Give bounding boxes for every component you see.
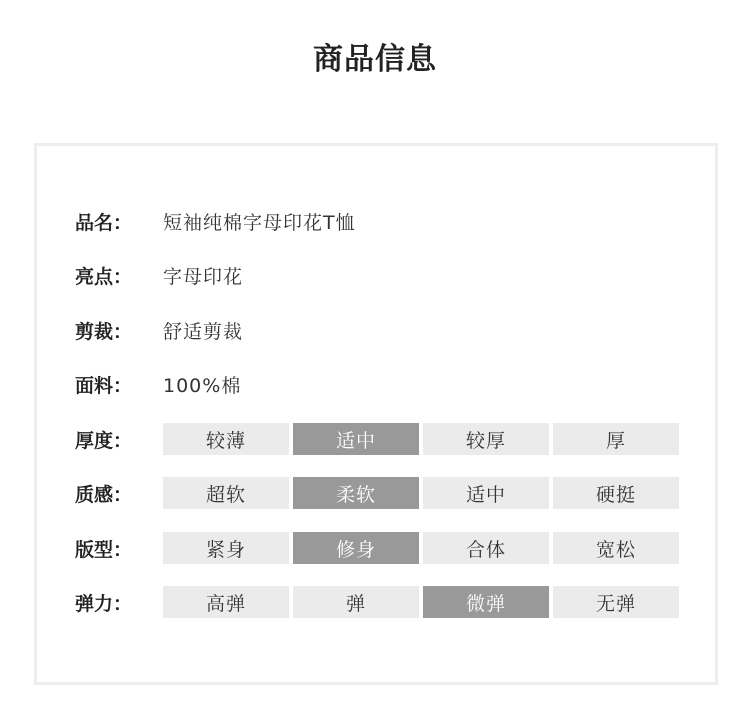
attribute-row-thickness [75,423,679,455]
option: 较厚 [423,423,549,455]
option: 宽松 [553,532,679,564]
attribute-row-texture [75,477,679,509]
attribute-row-fit [75,532,679,564]
info-row-cut [75,314,243,346]
option: 紧身 [163,532,289,564]
elasticity-options [163,586,679,618]
option-selected: 适中 [293,423,419,455]
info-row-fabric [75,368,241,400]
page-title: 商品信息 [313,42,437,77]
attribute-label: 版型： [75,538,133,561]
option: 厚 [553,423,679,455]
info-value: 舒适剪裁 [163,320,244,343]
attribute-row-elasticity [75,586,679,618]
product-info-card [34,143,718,685]
option-selected: 微弹 [423,586,549,618]
thickness-options [163,423,679,455]
option-selected: 柔软 [293,477,419,509]
option: 适中 [423,477,549,509]
option: 超软 [163,477,289,509]
info-value: 字母印花 [163,265,244,288]
info-value: 短袖纯棉字母印花T恤 [163,211,356,234]
option: 弹 [293,586,419,618]
fit-options [163,532,679,564]
option-selected: 修身 [293,532,419,564]
info-row-name [75,205,356,237]
attribute-label: 质感： [75,483,133,506]
option: 较薄 [163,423,289,455]
info-label: 品名： [75,211,133,234]
texture-options [163,477,679,509]
option: 高弹 [163,586,289,618]
info-row-highlight [75,259,243,291]
info-label: 亮点： [75,265,133,288]
option: 无弹 [553,586,679,618]
info-label: 剪裁： [75,320,133,343]
option: 硬挺 [553,477,679,509]
option: 合体 [423,532,549,564]
attribute-label: 厚度： [75,429,133,452]
attribute-label: 弹力： [75,592,133,615]
info-label: 面料： [75,374,133,397]
info-value: 100%棉 [163,374,242,397]
